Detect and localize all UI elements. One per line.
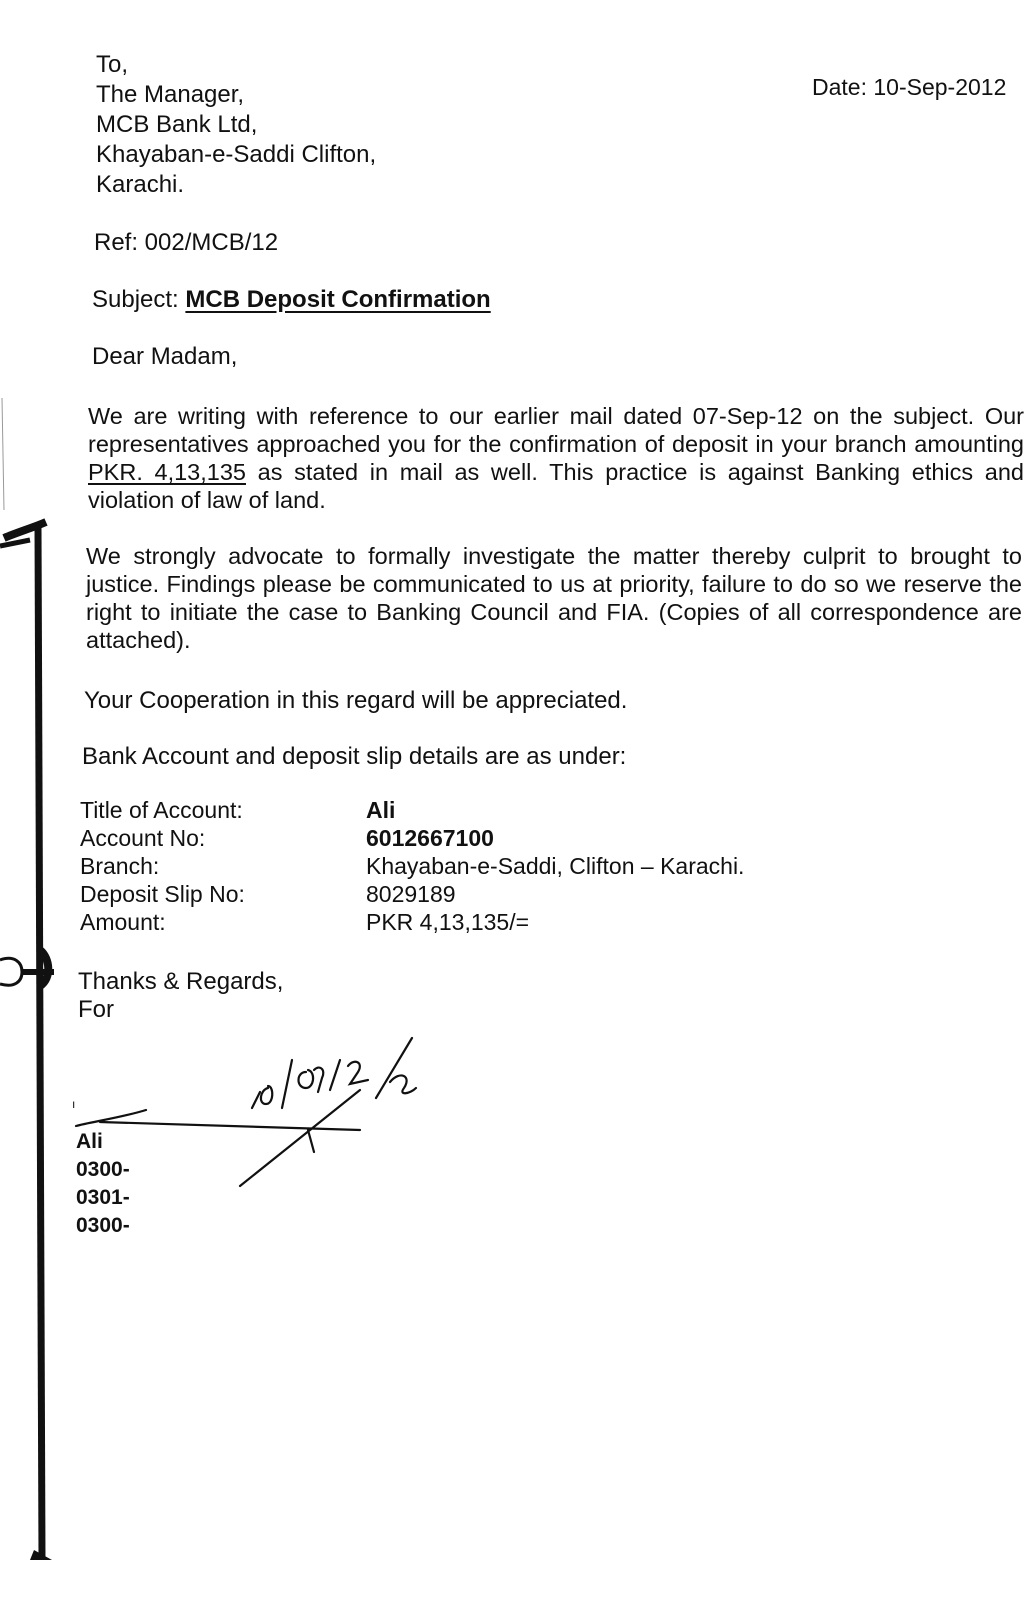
signatory-name: Ali (76, 1130, 103, 1153)
closing-line: For (78, 996, 114, 1023)
detail-label: Title of Account: (80, 797, 243, 823)
detail-row (80, 824, 744, 852)
account-details (80, 796, 744, 936)
body-paragraph-4: Bank Account and deposit slip details are as under: (82, 743, 627, 770)
phone-number: 0300- (76, 1158, 130, 1181)
detail-value: Khayaban-e-Saddi, Clifton – Karachi. (366, 853, 745, 879)
recipient-line: MCB Bank Ltd, (96, 111, 258, 138)
detail-label: Deposit Slip No: (80, 881, 245, 907)
signatory-block (76, 1128, 130, 1240)
para1-text-after: as stated in mail as well. This practice is against Banking ethics and violation of law of land. (88, 459, 1025, 513)
salutation: Dear Madam, (92, 343, 238, 370)
recipient-line: The Manager, (96, 81, 245, 108)
detail-label: Account No: (80, 825, 206, 851)
subject-line (92, 285, 491, 315)
body-paragraph-2: We strongly advocate to formally investigate the matter thereby culprit to brought to justice. Findings please be communicated to us at priority, failure to do so we reserve the right to initiate the case to Banking Council and FIA. (Copies of all correspondence are attached). (86, 543, 1022, 653)
detail-row (80, 852, 744, 880)
para1-amount: PKR. 4,13,135 (88, 459, 246, 485)
detail-label: Branch: (80, 853, 160, 879)
phone-number: 0301- (76, 1186, 130, 1209)
body-paragraph-1 (88, 402, 1024, 514)
recipient-line: Khayaban-e-Saddi Clifton, (96, 141, 377, 168)
detail-value: PKR 4,13,135/= (366, 909, 530, 935)
closing (78, 968, 283, 1024)
detail-value: 8029189 (366, 881, 456, 907)
recipient-address (96, 50, 376, 200)
detail-value: 6012667100 (366, 825, 494, 851)
body-paragraph-3: Your Cooperation in this regard will be appreciated. (84, 687, 628, 714)
subject-label: Subject: (92, 286, 179, 313)
detail-value: Ali (366, 797, 396, 823)
subject-text: MCB Deposit Confirmation (185, 286, 491, 313)
para1-text-before: We are writing with reference to our earlier mail dated 07-Sep-12 on the subject. Our representatives approached you for the confirmation of deposit in your branch amounting (88, 403, 1024, 457)
detail-row (80, 880, 744, 908)
detail-row (80, 796, 744, 824)
detail-label: Amount: (80, 909, 166, 935)
recipient-line: To, (96, 51, 129, 78)
binder-edge (0, 0, 60, 1600)
handwritten-date (252, 1038, 416, 1108)
closing-line: Thanks & Regards, (78, 968, 284, 995)
reference-number: Ref: 002/MCB/12 (94, 229, 279, 256)
detail-row (80, 908, 744, 936)
svg-text:ı: ı (72, 1097, 76, 1111)
letter-date: Date: 10-Sep-2012 (812, 74, 1007, 100)
phone-number: 0300- (76, 1214, 130, 1237)
recipient-line: Karachi. (96, 171, 185, 198)
